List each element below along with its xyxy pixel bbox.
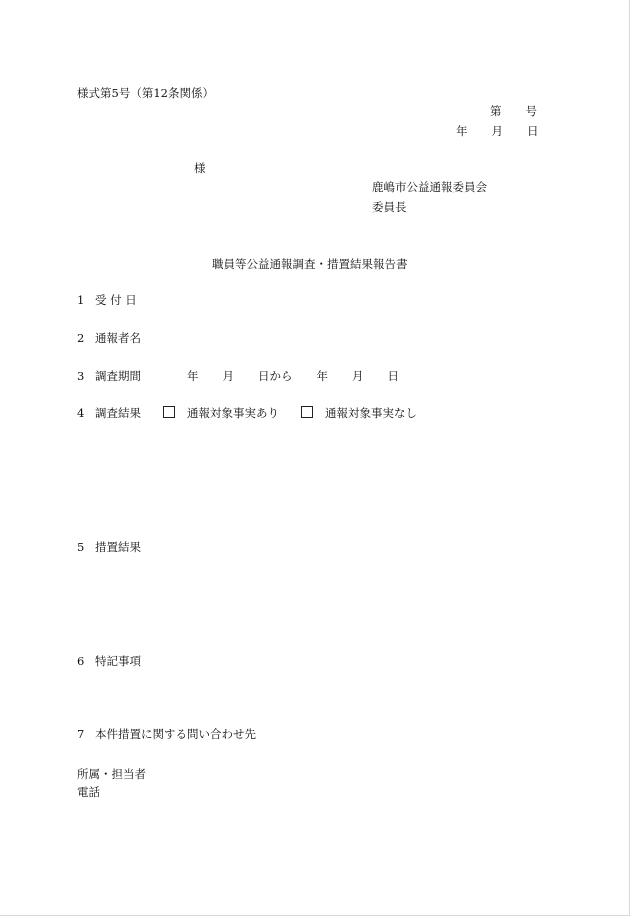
result-yes-checkbox[interactable] — [163, 406, 175, 418]
item-period — [77, 369, 399, 383]
result-no-checkbox[interactable] — [301, 406, 313, 418]
item-notes — [77, 654, 141, 668]
sender-org: 鹿嶋市公益通報委員会 — [372, 180, 487, 194]
sender-title: 委員長 — [372, 200, 407, 214]
recipient-suffix: 様 — [194, 161, 206, 175]
doc-number — [490, 104, 537, 118]
item-label: 本件措置に関する問い合わせ先 — [95, 727, 256, 741]
item-label: 通報者名 — [95, 331, 141, 345]
item-label: 特記事項 — [95, 654, 141, 668]
form-number: 様式第5号（第12条関係） — [77, 86, 214, 100]
item-reporter — [77, 331, 141, 345]
contact-phone: 電話 — [77, 785, 100, 799]
item-number: 6 — [77, 654, 85, 668]
item-result — [77, 406, 417, 420]
issue-date — [456, 124, 539, 138]
item-number: 2 — [77, 331, 85, 345]
item-number: 1 — [77, 293, 85, 307]
period-year-2: 年 — [316, 369, 328, 383]
item-number: 4 — [77, 406, 85, 420]
item-measures — [77, 540, 141, 554]
result-no-label: 通報対象事実なし — [325, 406, 417, 420]
item-number: 7 — [77, 727, 85, 741]
item-label: 調査期間 — [95, 369, 141, 383]
period-day-2: 日 — [387, 369, 399, 383]
period-from: 日から — [258, 369, 293, 383]
issue-date-month: 月 — [491, 124, 503, 138]
period-year-1: 年 — [187, 369, 199, 383]
item-contact — [77, 727, 256, 741]
result-yes-label: 通報対象事実あり — [187, 406, 279, 420]
contact-department: 所属・担当者 — [77, 767, 146, 781]
period-month-1: 月 — [222, 369, 234, 383]
item-receipt-date — [77, 293, 137, 307]
document-title: 職員等公益通報調査・措置結果報告書 — [212, 257, 408, 271]
period-month-2: 月 — [352, 369, 364, 383]
item-number: 3 — [77, 369, 85, 383]
item-label: 受 付 日 — [95, 293, 137, 307]
item-number: 5 — [77, 540, 85, 554]
issue-date-year: 年 — [456, 124, 468, 138]
doc-number-suffix: 号 — [525, 104, 537, 118]
item-label: 措置結果 — [95, 540, 141, 554]
item-label: 調査結果 — [95, 406, 141, 420]
issue-date-day: 日 — [527, 124, 539, 138]
doc-number-prefix: 第 — [490, 104, 502, 118]
